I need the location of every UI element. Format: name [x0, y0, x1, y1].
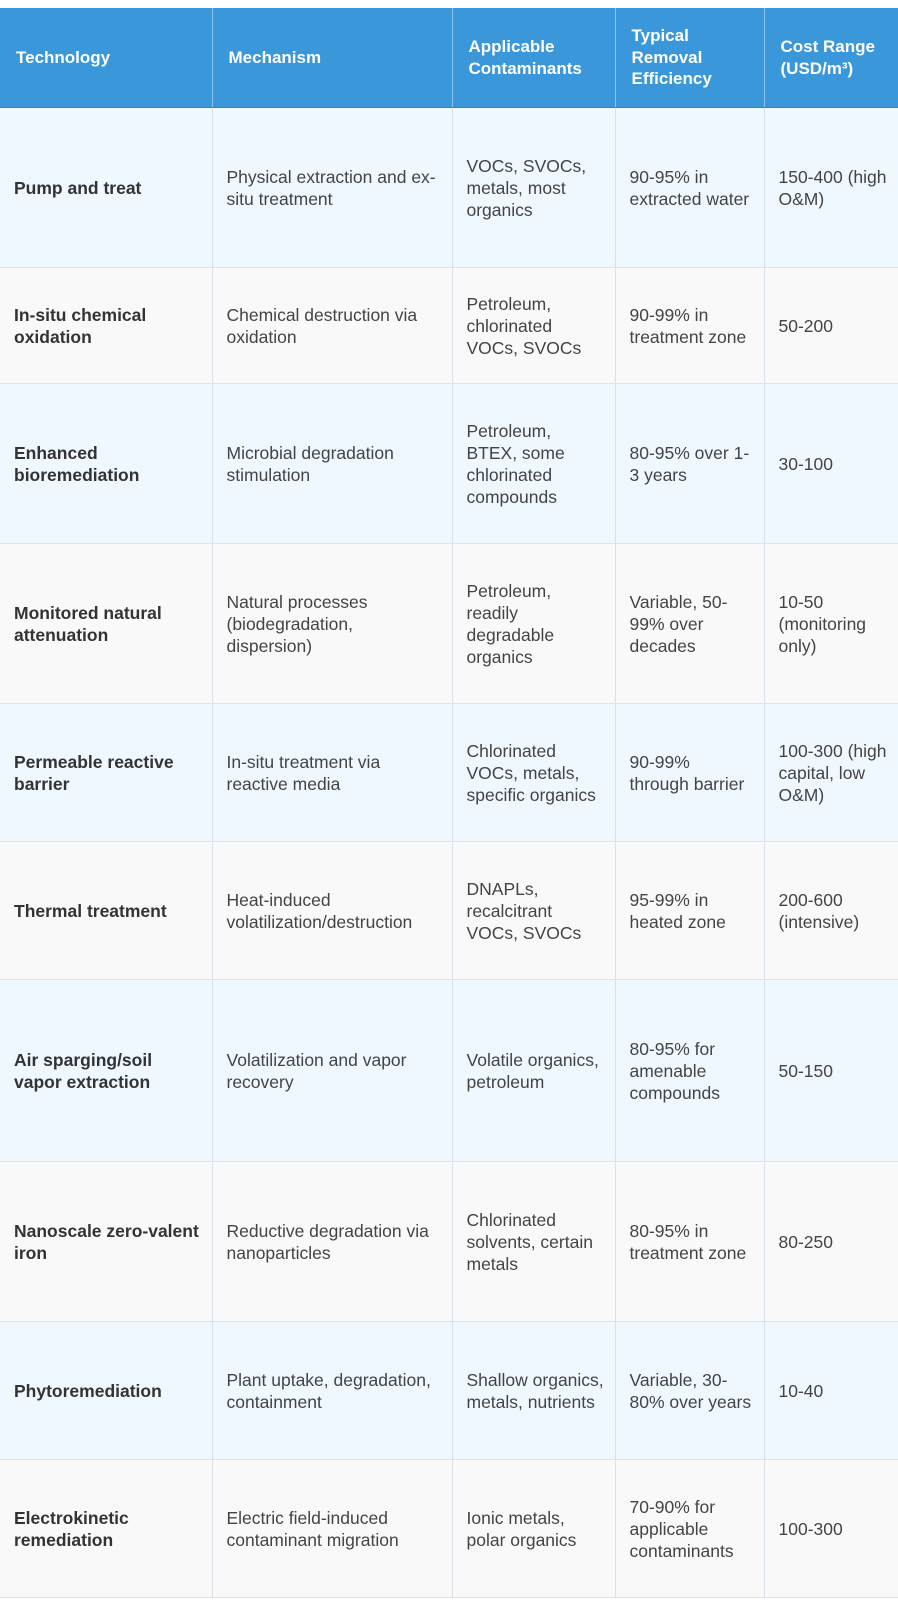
table-row [0, 1162, 898, 1322]
efficiency-cell: 95-99% in heated zone [615, 842, 764, 980]
mechanism-cell: Microbial degradation stimulation [212, 384, 452, 544]
table-row [0, 1322, 898, 1460]
cost-cell: 150-400 (high O&M) [764, 108, 898, 268]
contaminants-cell: Petroleum, BTEX, some chlorinated compounds [452, 384, 615, 544]
table-row [0, 544, 898, 704]
remediation-technologies-table [0, 8, 898, 1598]
efficiency-cell: 80-95% for amenable compounds [615, 980, 764, 1162]
cost-cell: 200-600 (intensive) [764, 842, 898, 980]
technology-cell: Permeable reactive barrier [0, 704, 212, 842]
table-row [0, 842, 898, 980]
header-mechanism: Mechanism [212, 8, 452, 108]
cost-cell: 10-50 (monitoring only) [764, 544, 898, 704]
contaminants-cell: Petroleum, readily degradable organics [452, 544, 615, 704]
efficiency-cell: 80-95% over 1-3 years [615, 384, 764, 544]
efficiency-cell: 70-90% for applicable contaminants [615, 1460, 764, 1598]
contaminants-cell: Petroleum, chlorinated VOCs, SVOCs [452, 268, 615, 384]
cost-cell: 50-150 [764, 980, 898, 1162]
technology-cell: Electrokinetic remediation [0, 1460, 212, 1598]
table-header [0, 8, 898, 108]
efficiency-cell: 90-95% in extracted water [615, 108, 764, 268]
table-row [0, 108, 898, 268]
mechanism-cell: Chemical destruction via oxidation [212, 268, 452, 384]
efficiency-cell: 90-99% through barrier [615, 704, 764, 842]
efficiency-cell: 80-95% in treatment zone [615, 1162, 764, 1322]
mechanism-cell: Reductive degradation via nanoparticles [212, 1162, 452, 1322]
cost-cell: 80-250 [764, 1162, 898, 1322]
technology-cell: Air sparging/soil vapor extraction [0, 980, 212, 1162]
technology-cell: Nanoscale zero-valent iron [0, 1162, 212, 1322]
header-row [0, 8, 898, 108]
efficiency-cell: Variable, 50-99% over decades [615, 544, 764, 704]
mechanism-cell: Electric field-induced contaminant migration [212, 1460, 452, 1598]
mechanism-cell: Volatilization and vapor recovery [212, 980, 452, 1162]
table-body [0, 108, 898, 1598]
contaminants-cell: VOCs, SVOCs, metals, most organics [452, 108, 615, 268]
contaminants-cell: Ionic metals, polar organics [452, 1460, 615, 1598]
mechanism-cell: In-situ treatment via reactive media [212, 704, 452, 842]
technology-cell: Enhanced bioremediation [0, 384, 212, 544]
mechanism-cell: Plant uptake, degradation, containment [212, 1322, 452, 1460]
table-row [0, 384, 898, 544]
efficiency-cell: 90-99% in treatment zone [615, 268, 764, 384]
header-technology: Technology [0, 8, 212, 108]
technology-cell: Monitored natural attenuation [0, 544, 212, 704]
contaminants-cell: Chlorinated solvents, certain metals [452, 1162, 615, 1322]
table-row [0, 704, 898, 842]
remediation-table-container [0, 8, 898, 1598]
contaminants-cell: Volatile organics, petroleum [452, 980, 615, 1162]
header-cost-range: Cost Range (USD/m³) [764, 8, 898, 108]
contaminants-cell: Shallow organics, metals, nutrients [452, 1322, 615, 1460]
table-row [0, 268, 898, 384]
cost-cell: 30-100 [764, 384, 898, 544]
cost-cell: 100-300 [764, 1460, 898, 1598]
technology-cell: Phytoremediation [0, 1322, 212, 1460]
contaminants-cell: Chlorinated VOCs, metals, specific organics [452, 704, 615, 842]
header-applicable-contaminants: Applicable Contaminants [452, 8, 615, 108]
table-row [0, 1460, 898, 1598]
mechanism-cell: Heat-induced volatilization/destruction [212, 842, 452, 980]
cost-cell: 100-300 (high capital, low O&M) [764, 704, 898, 842]
mechanism-cell: Natural processes (biodegradation, dispersion) [212, 544, 452, 704]
technology-cell: Pump and treat [0, 108, 212, 268]
efficiency-cell: Variable, 30-80% over years [615, 1322, 764, 1460]
mechanism-cell: Physical extraction and ex-situ treatment [212, 108, 452, 268]
cost-cell: 50-200 [764, 268, 898, 384]
cost-cell: 10-40 [764, 1322, 898, 1460]
technology-cell: In-situ chemical oxidation [0, 268, 212, 384]
header-removal-efficiency: Typical Removal Efficiency [615, 8, 764, 108]
contaminants-cell: DNAPLs, recalcitrant VOCs, SVOCs [452, 842, 615, 980]
table-row [0, 980, 898, 1162]
technology-cell: Thermal treatment [0, 842, 212, 980]
